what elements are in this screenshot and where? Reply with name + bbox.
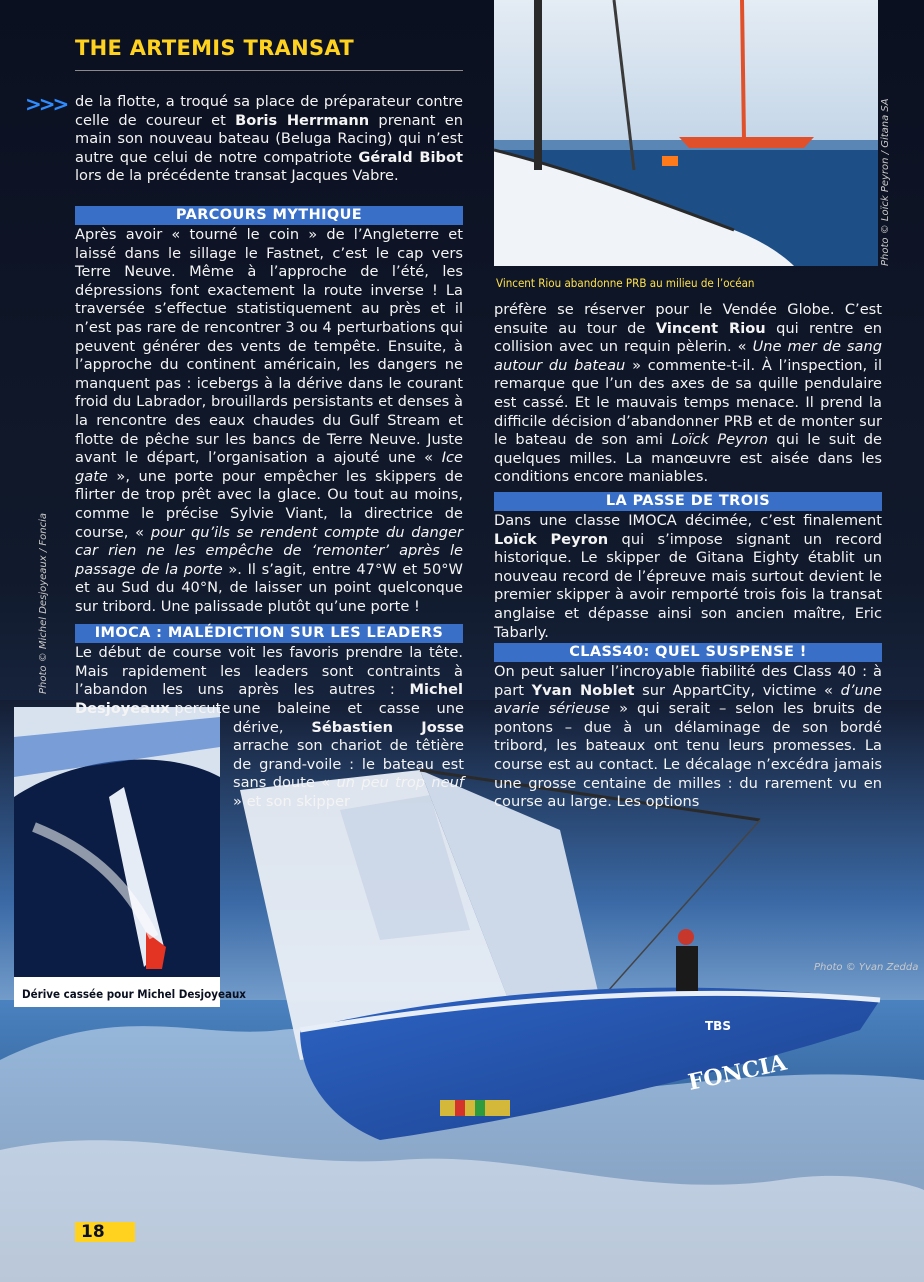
section-parcours-body: Après avoir « tourné le coin » de l’Angleterre et laissé dans le sillage le Fastnet, c’est le cap vers Terre Neuve. Même à l’approche de l’été, les dépressions font exactement la route inverse ! La traversée s’effectue statistiquement au près et il n’est pas rare de rencontrer 3 ou 4 perturbations qui peuvent générer des vents de tempête. Ensuite, à l’approche du continent américain, les dangers ne manquent pas : icebergs à la dérive dans le courant froid du Labrador, brouillards persistants et denses à la rencontre des eaux chaudes du Gulf Stream et flotte de pêche sur les bancs de Terre Neuve. Juste avant le départ, l’organisation a ajouté une « Ice gate », une porte pour empêcher les skippers de flirter de trop prêt avec la glace. Ou tout au moins, comme le précise Sylvie Viant, la directrice de course, « pour qu’ils se rendent compte du danger car rien ne les empêche de ‘remonter’ après le passage de la porte ». Il s’agit, entre 47°W et 50°W et au Sud du 40°N, de laisser un point quelconque sur tribord. Une palissade plutôt qu’une porte ! — [75, 226, 463, 615]
article-title: THE ARTEMIS TRANSAT — [75, 36, 354, 60]
right-column-paragraph: préfère se réserver pour le Vendée Globe. C’est ensuite au tour de Vincent Riou qui rentre en collision avec un requin pèlerin. « Une mer de sang autour du bateau » commente-t-il. À l’inspection, il remarque que l’un des axes de sa quille pendulaire est cassé. Et le mauvais temps menace. Il prend la difficile décision d’abandonner PRB et de monter sur le bateau de son ami Loïck Peyron qui le suit de quelques milles. La manœuvre est aisée dans les conditions encore maniables. — [494, 301, 882, 486]
continuation-arrows-icon: >>> — [25, 92, 67, 116]
page-number-badge — [47, 1222, 137, 1242]
section-heading-parcours: PARCOURS MYTHIQUE — [75, 206, 463, 225]
left-photo-credit: Photo © Michel Desjoyeaux / Foncia — [38, 513, 49, 694]
section-imoca-body-top: Le début de course voit les favoris prendre la tête. Mais rapidement les leaders sont contraints à l’abandon les uns après les autres : Michel Desjoyeaux percute — [75, 644, 463, 717]
inset-photo-image — [14, 707, 220, 977]
inset-photo — [14, 707, 220, 977]
top-photo-caption: Vincent Riou abandonne PRB au milieu de l’océan — [496, 276, 755, 290]
section-class40-body: On peut saluer l’incroyable fiabilité des Class 40 : à part Yvan Noblet sur AppartCity, victime « d’une avarie sérieuse » qui serait – selon les bruits de pontons – due à un délaminage de son bordé tribord, les bateaux ont tenu leurs promesses. La course est au contact. Le décalage n’excédra jamais une grosse centaine de milles : du rarement vu en course au large. Les options — [494, 663, 882, 811]
inset-caption: Dérive cassée pour Michel Desjoyeaux — [22, 987, 246, 1001]
top-right-photo-image — [494, 0, 878, 266]
boat-tag: TBS — [705, 1019, 731, 1033]
section-heading-imoca: IMOCA : MALÉDICTION SUR LES LEADERS — [75, 624, 463, 643]
top-right-photo — [494, 0, 878, 266]
section-passe-body: Dans une classe IMOCA décimée, c’est finalement Loïck Peyron qui s’impose signant un record historique. Le skipper de Gitana Eighty établit un nouveau record de l’épreuve mais surtout devient le premier skipper à avoir remporté trois fois la transat anglaise et dépasse ainsi son ancien maître, Eric Tabarly. — [494, 512, 882, 641]
section-heading-class40: CLASS40: QUEL SUSPENSE ! — [494, 643, 882, 662]
top-photo-credit: Photo © Loïck Peyron / Gitana SA — [880, 98, 891, 266]
main-photo-credit: Photo © Yvan Zedda — [814, 962, 919, 973]
title-rule — [75, 70, 463, 71]
section-imoca-body-wrap: une baleine et casse une dérive, Sébastien Josse arrache son chariot de têtière de grand-voile : le bateau est sans doute « un peu trop neuf » et son skipper — [233, 700, 465, 810]
intro-paragraph: de la flotte, a troqué sa place de préparateur contre celle de coureur et Boris Herrmann prenant en main son nouveau bateau (Beluga Racing) qui n’est autre que celui de notre compatriote Gérald Bibot lors de la précédente transat Jacques Vabre. — [75, 93, 463, 185]
section-heading-passe: LA PASSE DE TROIS — [494, 492, 882, 511]
page-number: 18 — [81, 1222, 105, 1242]
hull-sponsor-text: FONCIA — [685, 1049, 789, 1096]
